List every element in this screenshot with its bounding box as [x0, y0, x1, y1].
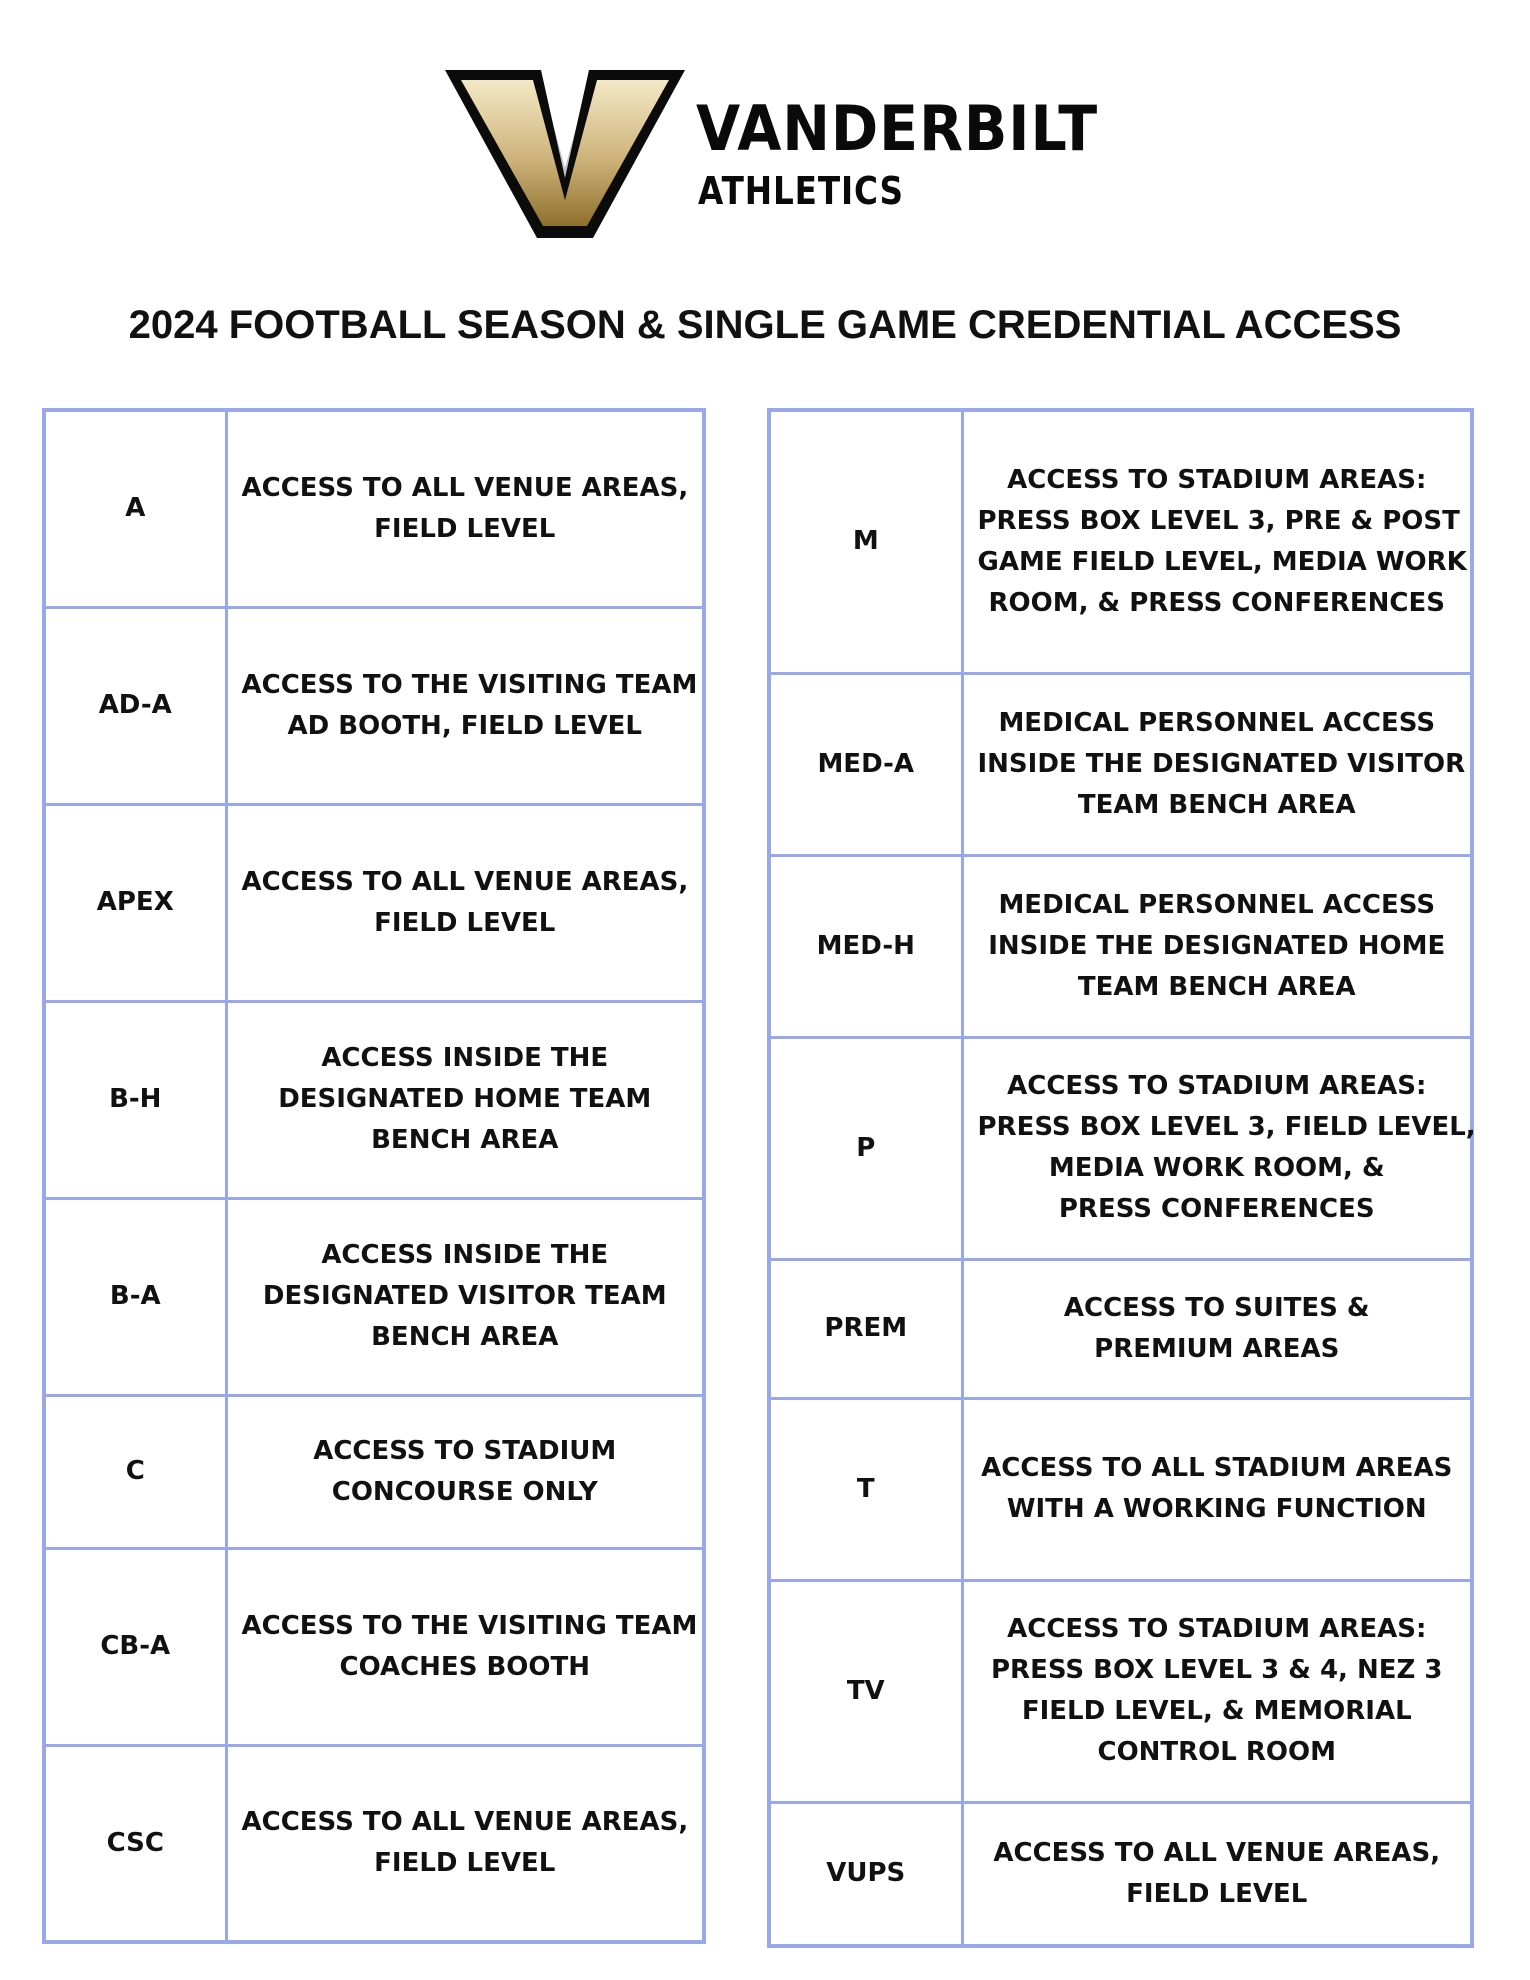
description-line: ACCESS TO STADIUM AREAS:	[1007, 1614, 1427, 1644]
description-line: ACCESS TO THE VISITING TEAM	[241, 1610, 698, 1641]
credential-description	[962, 855, 1472, 1037]
credential-row	[769, 1802, 1472, 1946]
description-line: BENCH AREA	[371, 1322, 559, 1352]
credential-description	[226, 1548, 704, 1745]
credential-code: TV	[769, 1580, 962, 1802]
credential-description	[962, 1037, 1476, 1259]
credential-row	[44, 607, 704, 804]
credential-row	[769, 855, 1472, 1037]
description-line: CONTROL ROOM	[1097, 1737, 1337, 1767]
credential-code: MED-H	[769, 855, 962, 1037]
credential-row	[44, 410, 704, 607]
description-line: FIELD LEVEL, & MEMORIAL	[1021, 1696, 1412, 1726]
description-line: PRESS BOX LEVEL 3, PRE & POST	[977, 505, 1460, 536]
description-line: GAME FIELD LEVEL, MEDIA WORK	[977, 546, 1467, 577]
description-line: ACCESS TO ALL VENUE AREAS,	[241, 472, 689, 503]
credential-row	[44, 1745, 704, 1942]
description-line: ACCESS TO STADIUM AREAS:	[1007, 464, 1427, 495]
description-line: ACCESS INSIDE THE	[321, 1043, 609, 1073]
credential-row	[769, 410, 1472, 673]
credential-code: M	[769, 410, 962, 673]
credential-row	[769, 1398, 1472, 1580]
credential-row	[44, 1001, 704, 1198]
description-line: MEDICAL PERSONNEL ACCESS	[998, 889, 1436, 920]
description-line: FIELD LEVEL	[374, 907, 556, 938]
credential-code: AD-A	[44, 607, 226, 804]
description-line: ACCESS INSIDE THE	[321, 1240, 609, 1270]
description-line: AD BOOTH, FIELD LEVEL	[287, 710, 642, 741]
description-line: ACCESS TO ALL VENUE AREAS,	[993, 1837, 1441, 1868]
description-line: ACCESS TO ALL STADIUM AREAS	[981, 1453, 1453, 1483]
description-line: FIELD LEVEL	[1126, 1878, 1308, 1909]
wordmark-name: VANDERBILT	[696, 92, 1099, 165]
description-line: ACCESS TO ALL VENUE AREAS,	[241, 866, 689, 897]
credential-code: APEX	[44, 804, 226, 1001]
credential-row	[44, 1395, 704, 1548]
credential-description	[226, 410, 704, 607]
credential-description	[962, 1802, 1472, 1946]
description-line: DESIGNATED VISITOR TEAM	[262, 1281, 667, 1311]
credential-row	[769, 1259, 1472, 1398]
description-line: FIELD LEVEL	[374, 1848, 556, 1879]
credential-code: B-A	[44, 1198, 226, 1395]
description-line: ACCESS TO STADIUM AREAS:	[1007, 1071, 1427, 1101]
credential-description	[962, 1398, 1472, 1580]
credential-code: T	[769, 1398, 962, 1580]
description-line: MEDICAL PERSONNEL ACCESS	[998, 707, 1436, 738]
credential-code: P	[769, 1037, 962, 1259]
credential-table-left	[42, 408, 706, 1944]
description-line: TEAM BENCH AREA	[1077, 789, 1356, 820]
credential-code: C	[44, 1395, 226, 1548]
credential-description	[962, 1259, 1472, 1398]
description-line: PRESS BOX LEVEL 3, FIELD LEVEL,	[977, 1112, 1476, 1142]
credential-row	[769, 673, 1472, 855]
description-line: ROOM, & PRESS CONFERENCES	[988, 587, 1445, 618]
description-line: MEDIA WORK ROOM, &	[1048, 1153, 1385, 1183]
credential-code: VUPS	[769, 1802, 962, 1946]
page-title: 2024 FOOTBALL SEASON & SINGLE GAME CREDENTIAL ACCESS	[128, 303, 1402, 347]
credential-code: CB-A	[44, 1548, 226, 1745]
credential-row	[44, 1548, 704, 1745]
description-line: ACCESS TO THE VISITING TEAM	[241, 669, 698, 700]
credential-description	[962, 410, 1472, 673]
credential-description	[226, 607, 704, 804]
description-line: INSIDE THE DESIGNATED HOME	[988, 930, 1446, 961]
credential-code: A	[44, 410, 226, 607]
description-line: INSIDE THE DESIGNATED VISITOR	[977, 748, 1466, 779]
credential-code: MED-A	[769, 673, 962, 855]
wordmark-subtitle: ATHLETICS	[698, 169, 904, 213]
description-line: PREMIUM AREAS	[1094, 1333, 1340, 1364]
description-line: TEAM BENCH AREA	[1077, 971, 1356, 1002]
description-line: BENCH AREA	[371, 1125, 559, 1155]
credential-row	[769, 1580, 1472, 1802]
description-line: PRESS BOX LEVEL 3 & 4, NEZ 3	[991, 1655, 1443, 1685]
credential-row	[44, 1198, 704, 1395]
credential-description	[226, 1001, 704, 1198]
credential-row	[44, 804, 704, 1001]
credential-table-right	[767, 408, 1474, 1948]
description-line: CONCOURSE ONLY	[331, 1476, 598, 1507]
description-line: COACHES BOOTH	[339, 1651, 590, 1682]
credential-row	[769, 1037, 1472, 1259]
description-line: DESIGNATED HOME TEAM	[278, 1084, 652, 1114]
vanderbilt-v-logo-icon	[443, 68, 687, 240]
credential-description	[962, 673, 1472, 855]
description-line: FIELD LEVEL	[374, 513, 556, 544]
description-line: ACCESS TO STADIUM	[313, 1435, 617, 1466]
credential-description	[226, 1395, 704, 1548]
credential-description	[962, 1580, 1472, 1802]
description-line: WITH A WORKING FUNCTION	[1006, 1494, 1427, 1524]
credential-description	[226, 1198, 704, 1395]
credential-code: CSC	[44, 1745, 226, 1942]
description-line: ACCESS TO SUITES &	[1063, 1292, 1370, 1323]
credential-code: PREM	[769, 1259, 962, 1398]
description-line: ACCESS TO ALL VENUE AREAS,	[241, 1807, 689, 1838]
credential-code: B-H	[44, 1001, 226, 1198]
credential-description	[226, 804, 704, 1001]
credential-description	[226, 1745, 704, 1942]
description-line: PRESS CONFERENCES	[1058, 1194, 1375, 1224]
